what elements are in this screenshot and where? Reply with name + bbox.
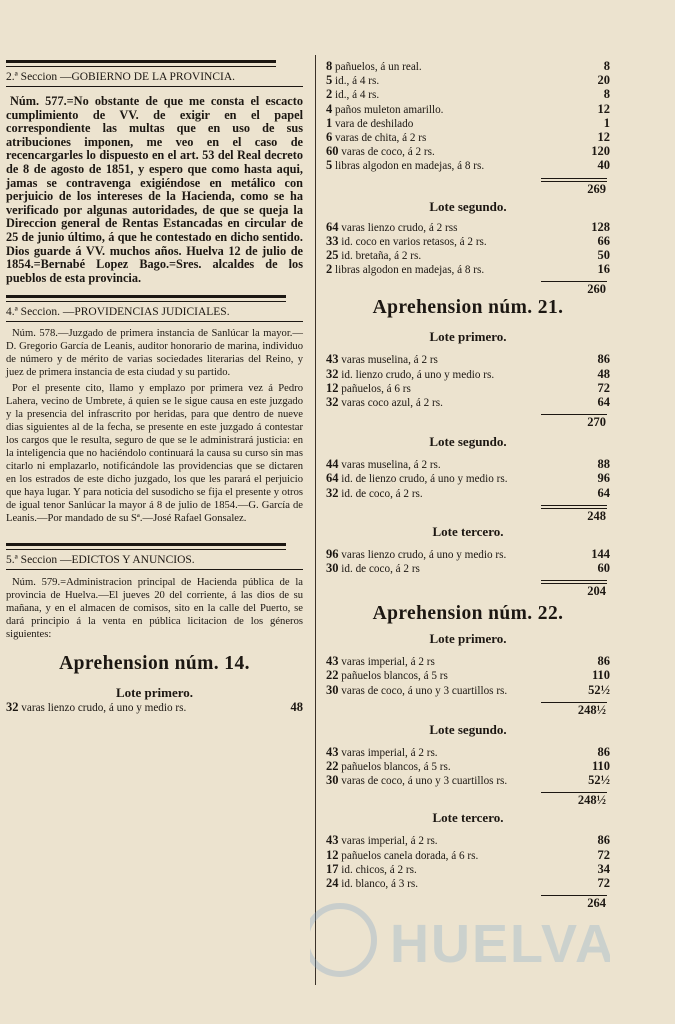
lote-total: 264 bbox=[587, 896, 606, 911]
item-row bbox=[326, 669, 610, 683]
item-desc: varas imperial, á 2 rs. bbox=[341, 835, 438, 848]
item-desc: varas de coco, á 2 rs. bbox=[341, 146, 435, 159]
item-desc: id. de lienzo crudo, á uno y medio rs. bbox=[341, 473, 508, 486]
item-row bbox=[326, 746, 610, 760]
aprehension-22-title: Aprehension núm. 22. bbox=[372, 603, 564, 625]
item-row bbox=[326, 458, 610, 472]
item-desc: id. de coco, á 2 rs bbox=[341, 563, 420, 576]
item-qty: 33 bbox=[326, 233, 339, 248]
item-row bbox=[326, 60, 610, 74]
item-row bbox=[326, 684, 610, 698]
item-desc: varas muselina, á 2 rs bbox=[341, 354, 438, 367]
item-value: 86 bbox=[597, 654, 610, 669]
lote-title: Lote primero. bbox=[429, 631, 507, 647]
item-value: 8 bbox=[603, 87, 610, 102]
section-rule bbox=[6, 569, 303, 570]
item-value: 48 bbox=[290, 700, 303, 715]
left-column bbox=[6, 0, 303, 716]
item-qty: 30 bbox=[326, 561, 339, 576]
item-row bbox=[326, 117, 610, 131]
item-row bbox=[326, 263, 610, 277]
item-row bbox=[326, 774, 610, 788]
item-desc: libras algodon en madejas, á 8 rs. bbox=[335, 160, 485, 173]
item-row bbox=[326, 353, 610, 367]
item-row bbox=[326, 877, 610, 891]
item-qty: 5 bbox=[326, 73, 333, 88]
item-value: 96 bbox=[597, 471, 610, 486]
item-list bbox=[326, 655, 610, 698]
item-qty: 32 bbox=[326, 395, 339, 410]
item-qty: 64 bbox=[326, 219, 339, 234]
item-row bbox=[326, 368, 610, 382]
item-desc: id. blanco, á 3 rs. bbox=[341, 878, 419, 891]
item-desc: pañuelos, á 6 rs bbox=[341, 382, 411, 395]
item-value: 60 bbox=[597, 561, 610, 576]
item-value: 144 bbox=[591, 546, 610, 561]
item-desc: id. coco en varios retasos, á 2 rs. bbox=[341, 235, 487, 248]
item-row bbox=[6, 701, 303, 715]
item-list bbox=[326, 548, 610, 576]
item-value: 110 bbox=[591, 668, 610, 683]
item-row bbox=[326, 548, 610, 562]
item-value: 1 bbox=[603, 115, 610, 130]
item-row bbox=[326, 863, 610, 877]
item-qty: 43 bbox=[326, 654, 339, 669]
item-desc: varas de coco, á uno y 3 cuartillos rs. bbox=[341, 684, 508, 697]
item-qty: 60 bbox=[326, 144, 339, 159]
lote-title: Lote tercero. bbox=[432, 523, 504, 539]
item-row bbox=[326, 396, 610, 410]
item-value: 86 bbox=[597, 833, 610, 848]
item-qty: 1 bbox=[326, 115, 333, 130]
double-rule bbox=[6, 295, 286, 302]
item-row bbox=[326, 88, 610, 102]
section-rule bbox=[6, 86, 303, 87]
item-row bbox=[326, 562, 610, 576]
item-desc: varas de chita, á 2 rs bbox=[335, 132, 427, 145]
lote-total: 260 bbox=[587, 282, 606, 297]
watermark-text: HUELVA bbox=[390, 914, 610, 974]
item-qty: 44 bbox=[326, 457, 339, 472]
lote-total: 248½ bbox=[577, 702, 606, 717]
item-desc: id., á 4 rs. bbox=[335, 75, 380, 88]
item-value: 64 bbox=[597, 485, 610, 500]
item-list bbox=[326, 353, 610, 410]
item-value: 64 bbox=[597, 395, 610, 410]
double-rule bbox=[6, 543, 286, 550]
item-desc: id. chicos, á 2 rs. bbox=[341, 863, 417, 876]
item-qty: 17 bbox=[326, 861, 339, 876]
announcement-577: Núm. 577.=No obstante de que me consta el escacto cumplimiento de VV. de exigir en el papel correspondiente las multas que en uso de sus atribuciones imponen, me veo en el caso de recencargarles lo dispuesto en el art. 53 del Real decreto de 8 de agosto de 1851, y espero que como hasta aqui, jamas se contravenga exigiéndose en metálico con perjuicio de los intereses de la Hacienda, como se ha verificado por algunas autoridades, de que se queja la Direccion general de Rentas Estancadas en circular de 25 de junio último, á que he contestado en dicho sentido. Dios guarde á VV. muchos años. Huelva 12 de julio de 1854.=Bernabé Lopez Bago.=Sres. alcaldes de los pueblos de esta provincia. bbox=[6, 94, 303, 285]
aprehension-21-title: Aprehension núm. 21. bbox=[372, 297, 564, 319]
item-qty: 4 bbox=[326, 101, 333, 116]
item-value: 48 bbox=[597, 366, 610, 381]
announcement-578-intro: Núm. 578.—Juzgado de primera instancia de Sanlúcar la mayor.—D. Gregorio García de Leanis, auditor honorario de marina, individuo de número y de mérito de varias sociedades literarias del Reino, y juez de primera instancia de esta ciudad y su partido. bbox=[6, 328, 303, 379]
item-value: 34 bbox=[597, 861, 610, 876]
item-row bbox=[326, 382, 610, 396]
item-row bbox=[326, 145, 610, 159]
item-row bbox=[326, 74, 610, 88]
announcement-579: Núm. 579.=Administracion principal de Hacienda pública de la provincia de Huelva.—El jueves 20 del corriente, á las dios de su mañana, y en el almacen de comisos, sito en la calle del Puerto, se dará principio á la venta en pública licitacion de los géneros siguientes: bbox=[6, 577, 303, 641]
item-value: 66 bbox=[597, 233, 610, 248]
item-desc: varas lienzo crudo, á uno y medio rs. bbox=[21, 702, 187, 715]
item-value: 40 bbox=[597, 158, 610, 173]
item-qty: 43 bbox=[326, 352, 339, 367]
aprehension-14-title: Aprehension núm. 14. bbox=[59, 653, 250, 675]
item-row bbox=[326, 655, 610, 669]
item-value: 12 bbox=[597, 130, 610, 145]
lote-title: Lote tercero. bbox=[432, 810, 504, 826]
lote-title: Lote segundo. bbox=[429, 721, 507, 737]
item-row bbox=[326, 760, 610, 774]
item-value: 52½ bbox=[588, 682, 610, 697]
item-value: 50 bbox=[597, 248, 610, 263]
item-desc: varas lienzo crudo, á 2 rss bbox=[341, 221, 458, 234]
item-row bbox=[326, 849, 610, 863]
lote-total: 204 bbox=[587, 584, 606, 599]
section-5-heading: 5.ª Seccion —EDICTOS Y ANUNCIOS. bbox=[6, 554, 195, 567]
item-row bbox=[326, 249, 610, 263]
lote-title: Lote primero. bbox=[429, 329, 507, 345]
item-desc: pañuelos, á un real. bbox=[335, 61, 422, 73]
item-qty: 2 bbox=[326, 262, 333, 277]
item-qty: 22 bbox=[326, 668, 339, 683]
item-desc: paños muleton amarillo. bbox=[335, 103, 444, 116]
item-row bbox=[326, 834, 610, 848]
lote-total: 270 bbox=[587, 415, 606, 430]
item-qty: 24 bbox=[326, 876, 339, 891]
item-value: 110 bbox=[591, 759, 610, 774]
item-value: 8 bbox=[603, 59, 610, 73]
item-qty: 25 bbox=[326, 248, 339, 263]
item-desc: vara de deshilado bbox=[335, 117, 414, 130]
item-desc: varas imperial, á 2 rs. bbox=[341, 746, 438, 759]
item-desc: pañuelos blancos, á 5 rs. bbox=[341, 761, 451, 774]
item-value: 86 bbox=[597, 744, 610, 759]
lote-title: Lote segundo. bbox=[429, 198, 507, 214]
item-value: 128 bbox=[591, 219, 610, 234]
item-row bbox=[326, 131, 610, 145]
lote-title: Lote primero. bbox=[115, 685, 194, 701]
announcement-578-body: Por el presente cito, llamo y emplazo por primera vez á Pedro Lahera, vecino de Umbrete, á quien se le sigue causa en este juzgado y la presencia del infrascrito por heridas, para que dentro de nueve dias siguientes al de la fecha, se presente en este juzgado á contestar los cargos que le resulta, seguro de que se le administrará justicia: en la inteligencia que no haciéndolo continuará la causa su curso sin mas citarlo ni emplazarlo, notificándole las providencias que se dictaren en los estrados de este dicho juzgado, los que les parará el perjuicio que haya lugar. Y para noticia del susodicho se fija el presente y otros de igual tenor Sanlúcar la mayor á 8 de julio de 1854.—G. García de Leanis.—Por mandado de su Sª.—José Rafael Gonsalez. bbox=[6, 383, 303, 525]
item-desc: libras algodon en madejas, á 8 rs. bbox=[335, 264, 485, 277]
item-qty: 30 bbox=[326, 682, 339, 697]
item-value: 20 bbox=[597, 73, 610, 88]
lote-total: 248½ bbox=[577, 793, 606, 808]
item-qty: 12 bbox=[326, 847, 339, 862]
item-desc: id., á 4 rs. bbox=[335, 89, 380, 102]
item-qty: 32 bbox=[6, 700, 19, 715]
section-2-heading: 2.ª Seccion —GOBIERNO DE LA PROVINCIA. bbox=[6, 71, 236, 83]
item-value: 72 bbox=[597, 847, 610, 862]
lote-total: 269 bbox=[587, 181, 606, 196]
item-qty: 43 bbox=[326, 744, 339, 759]
item-list bbox=[326, 221, 610, 278]
item-list bbox=[326, 834, 610, 891]
item-desc: pañuelos canela dorada, á 6 rs. bbox=[341, 849, 479, 862]
item-row bbox=[326, 487, 610, 501]
item-row bbox=[326, 159, 610, 173]
item-desc: id. bretaña, á 2 rs. bbox=[341, 250, 422, 263]
item-row bbox=[326, 472, 610, 486]
item-value: 86 bbox=[597, 352, 610, 367]
lote-title: Lote segundo. bbox=[429, 434, 507, 450]
item-desc: varas imperial, á 2 rs bbox=[341, 656, 435, 669]
item-desc: varas coco azul, á 2 rs. bbox=[341, 397, 443, 410]
item-qty: 22 bbox=[326, 759, 339, 774]
item-qty: 6 bbox=[326, 130, 333, 145]
item-value: 88 bbox=[597, 457, 610, 472]
item-qty: 43 bbox=[326, 833, 339, 848]
item-desc: varas de coco, á uno y 3 cuartillos rs. bbox=[341, 775, 508, 788]
item-desc: varas lienzo crudo, á uno y medio rs. bbox=[341, 548, 507, 561]
item-qty: 32 bbox=[326, 485, 339, 500]
double-rule bbox=[6, 60, 276, 67]
item-row bbox=[326, 235, 610, 249]
item-row bbox=[326, 103, 610, 117]
item-list bbox=[326, 60, 610, 174]
item-qty: 96 bbox=[326, 546, 339, 561]
item-list bbox=[326, 458, 610, 501]
section-rule bbox=[6, 321, 303, 322]
item-value: 52½ bbox=[588, 773, 610, 788]
item-list bbox=[326, 746, 610, 789]
item-qty: 5 bbox=[326, 158, 333, 173]
item-value: 120 bbox=[591, 144, 610, 159]
section-4-heading: 4.ª Seccion. —PROVIDENCIAS JUDICIALES. bbox=[6, 306, 230, 319]
item-value: 12 bbox=[597, 101, 610, 116]
item-qty: 8 bbox=[326, 59, 333, 73]
item-row bbox=[326, 221, 610, 235]
item-desc: varas muselina, á 2 rs. bbox=[341, 459, 441, 472]
item-qty: 30 bbox=[326, 773, 339, 788]
item-qty: 2 bbox=[326, 87, 333, 102]
column-divider bbox=[315, 55, 316, 985]
item-qty: 12 bbox=[326, 380, 339, 395]
item-qty: 64 bbox=[326, 471, 339, 486]
item-value: 72 bbox=[597, 380, 610, 395]
item-desc: id. de coco, á 2 rs. bbox=[341, 487, 423, 500]
item-value: 72 bbox=[597, 876, 610, 891]
right-column bbox=[326, 0, 610, 911]
item-value: 16 bbox=[597, 262, 610, 277]
lote-total: 248 bbox=[587, 508, 606, 523]
item-desc: pañuelos blancos, á 5 rs bbox=[341, 670, 448, 683]
item-desc: id. lienzo crudo, á uno y medio rs. bbox=[341, 368, 495, 381]
item-qty: 32 bbox=[326, 366, 339, 381]
